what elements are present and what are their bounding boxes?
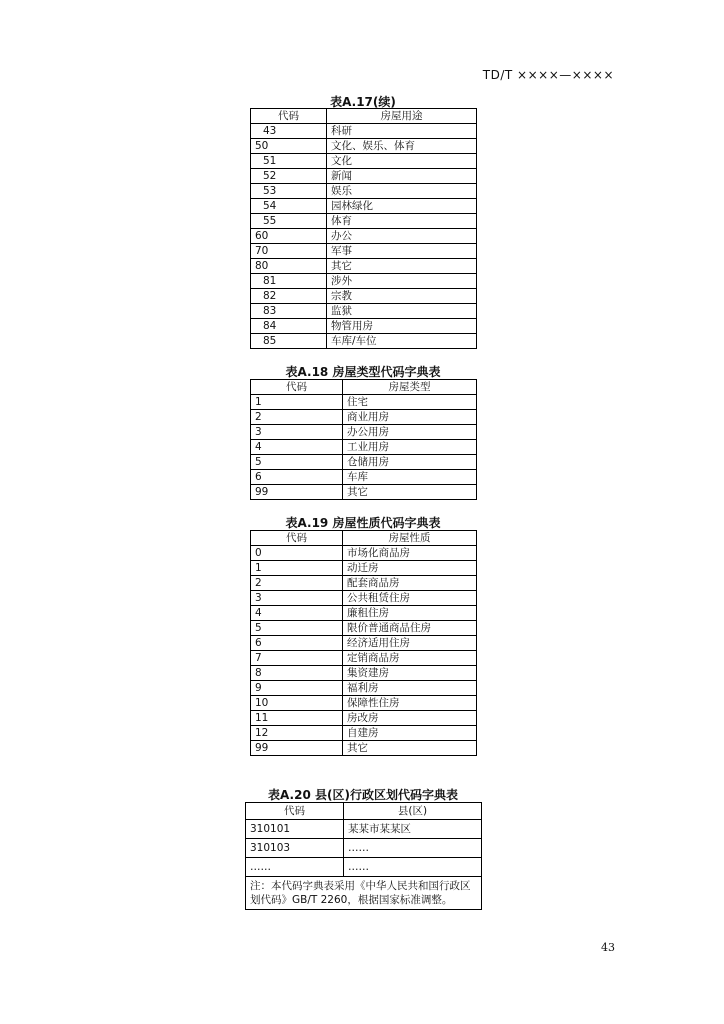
code-cell: 4 <box>251 440 343 455</box>
table-note-row <box>246 877 482 910</box>
column-header-usage: 房屋用途 <box>327 109 477 124</box>
code-cell: 3 <box>251 591 343 606</box>
table-row <box>251 244 477 259</box>
column-header-type: 房屋类型 <box>343 380 477 395</box>
table-row <box>251 289 477 304</box>
name-cell: 廉租住房 <box>343 606 477 621</box>
code-cell: 51 <box>251 154 327 169</box>
code-cell: …… <box>246 858 344 877</box>
code-cell: 84 <box>251 319 327 334</box>
name-cell: 办公用房 <box>343 425 477 440</box>
table-row <box>251 470 477 485</box>
code-cell: 310103 <box>246 839 344 858</box>
table-header-row <box>251 380 477 395</box>
name-cell: 监狱 <box>327 304 477 319</box>
code-cell: 10 <box>251 696 343 711</box>
name-cell: 宗教 <box>327 289 477 304</box>
table-row <box>251 274 477 289</box>
table-note: 注：本代码字典表采用《中华人民共和国行政区划代码》GB/T 2260，根据国家标准调整。 <box>246 877 482 910</box>
name-cell: 住宅 <box>343 395 477 410</box>
name-cell: 保障性住房 <box>343 696 477 711</box>
table-row <box>246 858 482 877</box>
table-a20 <box>245 802 482 910</box>
table-row <box>251 561 477 576</box>
name-cell: 其它 <box>327 259 477 274</box>
code-cell: 7 <box>251 651 343 666</box>
code-cell: 3 <box>251 425 343 440</box>
name-cell: 限价普通商品住房 <box>343 621 477 636</box>
table-row <box>251 606 477 621</box>
code-cell: 52 <box>251 169 327 184</box>
name-cell: 仓储用房 <box>343 455 477 470</box>
table-a19-body <box>251 546 477 756</box>
code-cell: 82 <box>251 289 327 304</box>
name-cell: 配套商品房 <box>343 576 477 591</box>
table-header-row <box>251 109 477 124</box>
table-a18-body <box>251 395 477 500</box>
table-row <box>251 455 477 470</box>
table-a18-caption: 表A.18 房屋类型代码字典表 <box>285 365 441 379</box>
code-cell: 5 <box>251 621 343 636</box>
table-row <box>251 651 477 666</box>
table-row <box>251 304 477 319</box>
table-a19-caption: 表A.19 房屋性质代码字典表 <box>285 516 441 530</box>
code-cell: 81 <box>251 274 327 289</box>
code-cell: 5 <box>251 455 343 470</box>
code-cell: 9 <box>251 681 343 696</box>
column-header-code: 代码 <box>251 531 343 546</box>
name-cell: …… <box>344 839 482 858</box>
name-cell: 科研 <box>327 124 477 139</box>
code-cell: 55 <box>251 214 327 229</box>
code-cell: 43 <box>251 124 327 139</box>
name-cell: 新闻 <box>327 169 477 184</box>
table-row <box>251 696 477 711</box>
table-row <box>251 395 477 410</box>
table-row <box>251 410 477 425</box>
table-header-row <box>251 531 477 546</box>
table-row <box>251 229 477 244</box>
column-header-code: 代码 <box>251 380 343 395</box>
code-cell: 310101 <box>246 820 344 839</box>
column-header-county: 县(区) <box>344 803 482 820</box>
table-row <box>251 440 477 455</box>
name-cell: 某某市某某区 <box>344 820 482 839</box>
code-cell: 11 <box>251 711 343 726</box>
table-row <box>251 711 477 726</box>
table-header-row <box>246 803 482 820</box>
code-cell: 85 <box>251 334 327 349</box>
name-cell: 市场化商品房 <box>343 546 477 561</box>
name-cell: 经济适用住房 <box>343 636 477 651</box>
name-cell: …… <box>344 858 482 877</box>
table-row <box>251 485 477 500</box>
table-row <box>251 124 477 139</box>
name-cell: 文化、娱乐、体育 <box>327 139 477 154</box>
column-header-code: 代码 <box>246 803 344 820</box>
table-row <box>251 591 477 606</box>
table-row <box>251 666 477 681</box>
code-cell: 1 <box>251 395 343 410</box>
code-cell: 50 <box>251 139 327 154</box>
name-cell: 娱乐 <box>327 184 477 199</box>
name-cell: 其它 <box>343 741 477 756</box>
name-cell: 工业用房 <box>343 440 477 455</box>
column-header-code: 代码 <box>251 109 327 124</box>
table-row <box>251 425 477 440</box>
table-a20-body <box>246 820 482 877</box>
name-cell: 军事 <box>327 244 477 259</box>
code-cell: 80 <box>251 259 327 274</box>
table-row <box>251 319 477 334</box>
table-row <box>251 154 477 169</box>
code-cell: 6 <box>251 636 343 651</box>
name-cell: 办公 <box>327 229 477 244</box>
name-cell: 物管用房 <box>327 319 477 334</box>
table-row <box>251 184 477 199</box>
table-row <box>251 169 477 184</box>
code-cell: 70 <box>251 244 327 259</box>
table-row <box>251 576 477 591</box>
table-a17 <box>250 108 477 349</box>
code-cell: 54 <box>251 199 327 214</box>
table-row <box>251 334 477 349</box>
code-cell: 83 <box>251 304 327 319</box>
column-header-nature: 房屋性质 <box>343 531 477 546</box>
table-row <box>251 636 477 651</box>
code-cell: 0 <box>251 546 343 561</box>
name-cell: 福利房 <box>343 681 477 696</box>
name-cell: 房改房 <box>343 711 477 726</box>
table-a18 <box>250 379 477 500</box>
table-row <box>251 621 477 636</box>
name-cell: 车库/车位 <box>327 334 477 349</box>
code-cell: 53 <box>251 184 327 199</box>
name-cell: 定销商品房 <box>343 651 477 666</box>
name-cell: 文化 <box>327 154 477 169</box>
table-row <box>251 214 477 229</box>
name-cell: 集资建房 <box>343 666 477 681</box>
table-row <box>251 199 477 214</box>
page-number: 43 <box>601 941 615 954</box>
name-cell: 体育 <box>327 214 477 229</box>
table-row <box>251 741 477 756</box>
table-row <box>246 839 482 858</box>
table-a17-caption: 表A.17(续) <box>330 95 396 109</box>
code-cell: 99 <box>251 741 343 756</box>
code-cell: 2 <box>251 576 343 591</box>
name-cell: 园林绿化 <box>327 199 477 214</box>
code-cell: 60 <box>251 229 327 244</box>
table-row <box>251 726 477 741</box>
name-cell: 动迁房 <box>343 561 477 576</box>
table-row <box>246 820 482 839</box>
name-cell: 其它 <box>343 485 477 500</box>
table-row <box>251 681 477 696</box>
name-cell: 商业用房 <box>343 410 477 425</box>
table-row <box>251 259 477 274</box>
table-a19 <box>250 530 477 756</box>
name-cell: 车库 <box>343 470 477 485</box>
code-cell: 1 <box>251 561 343 576</box>
name-cell: 公共租赁住房 <box>343 591 477 606</box>
name-cell: 自建房 <box>343 726 477 741</box>
code-cell: 8 <box>251 666 343 681</box>
code-cell: 12 <box>251 726 343 741</box>
table-row <box>251 546 477 561</box>
document-header: TD/T ××××—×××× <box>482 68 614 82</box>
table-a17-body <box>251 124 477 349</box>
table-row <box>251 139 477 154</box>
code-cell: 4 <box>251 606 343 621</box>
name-cell: 涉外 <box>327 274 477 289</box>
table-a20-caption: 表A.20 县(区)行政区划代码字典表 <box>268 788 458 802</box>
code-cell: 6 <box>251 470 343 485</box>
code-cell: 2 <box>251 410 343 425</box>
code-cell: 99 <box>251 485 343 500</box>
